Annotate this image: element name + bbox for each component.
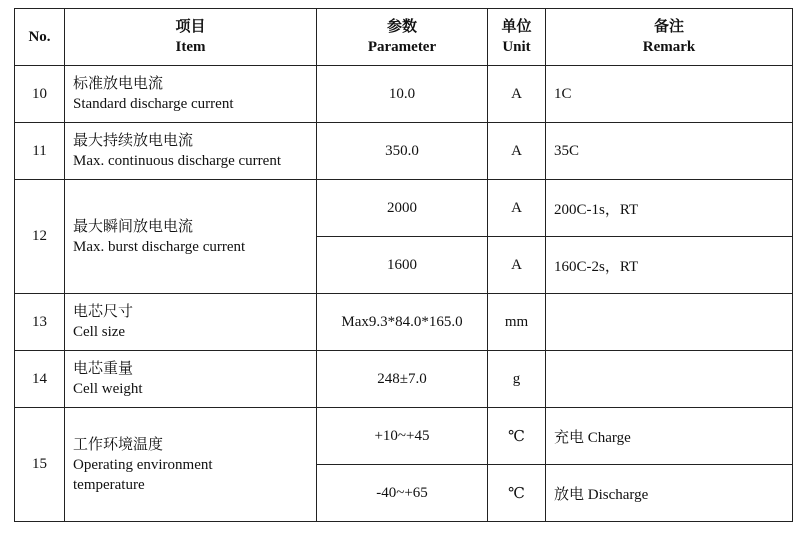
item-en-line-2: temperature	[73, 476, 145, 493]
unit-cell: A	[488, 123, 546, 180]
header-parameter	[317, 9, 488, 66]
row-number: 12	[15, 180, 65, 294]
item-en-line-1: Operating environment	[73, 456, 213, 473]
header-remark-en: Remark	[642, 39, 696, 55]
parameter-cell: -40~+65	[317, 465, 488, 522]
remark-cell: 160C-2s，RT	[546, 237, 793, 294]
item-cell	[65, 66, 317, 123]
spec-table	[14, 8, 793, 522]
table-row	[15, 351, 793, 408]
item-en: Max. continuous discharge current	[73, 153, 282, 169]
header-param-en: Parameter	[367, 39, 437, 55]
item-cn: 电芯尺寸	[73, 304, 134, 320]
table-row	[15, 66, 793, 123]
table-row	[15, 294, 793, 351]
header-unit-cn: 单位	[501, 19, 532, 35]
header-no	[15, 9, 65, 66]
row-number: 11	[15, 123, 65, 180]
unit-cell: A	[488, 66, 546, 123]
remark-cell: 充电 Charge	[546, 408, 793, 465]
row-number: 14	[15, 351, 65, 408]
row-number: 13	[15, 294, 65, 351]
header-row	[15, 9, 793, 66]
parameter-cell: +10~+45	[317, 408, 488, 465]
item-en: Cell weight	[73, 381, 143, 397]
unit-cell: g	[488, 351, 546, 408]
unit-cell: ℃	[488, 408, 546, 465]
parameter-cell: Max9.3*84.0*165.0	[317, 294, 488, 351]
item-cell	[65, 123, 317, 180]
remark-cell: 放电 Discharge	[546, 465, 793, 522]
table-row	[15, 408, 793, 465]
row-number: 15	[15, 408, 65, 522]
unit-cell: A	[488, 180, 546, 237]
header-item-cn: 项目	[175, 19, 206, 35]
item-cell	[65, 351, 317, 408]
header-unit-en: Unit	[502, 39, 531, 55]
header-no-label: No.	[28, 29, 51, 45]
row-number: 10	[15, 66, 65, 123]
unit-cell: ℃	[488, 465, 546, 522]
item-cell	[65, 408, 317, 522]
parameter-cell: 248±7.0	[317, 351, 488, 408]
parameter-cell: 1600	[317, 237, 488, 294]
item-en: Standard discharge current	[73, 96, 234, 112]
item-en: Max. burst discharge current	[73, 238, 246, 255]
header-item	[65, 9, 317, 66]
unit-cell: A	[488, 237, 546, 294]
item-cn: 最大持续放电电流	[73, 133, 194, 149]
item-cn: 最大瞬间放电电流	[73, 218, 194, 235]
header-remark	[546, 9, 793, 66]
table-row	[15, 123, 793, 180]
parameter-cell: 2000	[317, 180, 488, 237]
table-row	[15, 180, 793, 237]
remark-cell	[546, 351, 793, 408]
remark-cell	[546, 294, 793, 351]
parameter-cell: 10.0	[317, 66, 488, 123]
header-unit	[488, 9, 546, 66]
item-cn: 标准放电电流	[73, 76, 164, 92]
remark-cell: 35C	[546, 123, 793, 180]
header-item-en: Item	[175, 39, 206, 55]
item-cell	[65, 294, 317, 351]
remark-cell: 1C	[546, 66, 793, 123]
item-cn: 工作环境温度	[73, 436, 164, 453]
item-en: Cell size	[73, 324, 126, 340]
parameter-cell: 350.0	[317, 123, 488, 180]
header-remark-cn: 备注	[653, 19, 684, 35]
remark-cell: 200C-1s，RT	[546, 180, 793, 237]
item-cn: 电芯重量	[73, 361, 134, 377]
header-param-cn: 参数	[386, 19, 417, 35]
item-cell	[65, 180, 317, 294]
unit-cell: mm	[488, 294, 546, 351]
